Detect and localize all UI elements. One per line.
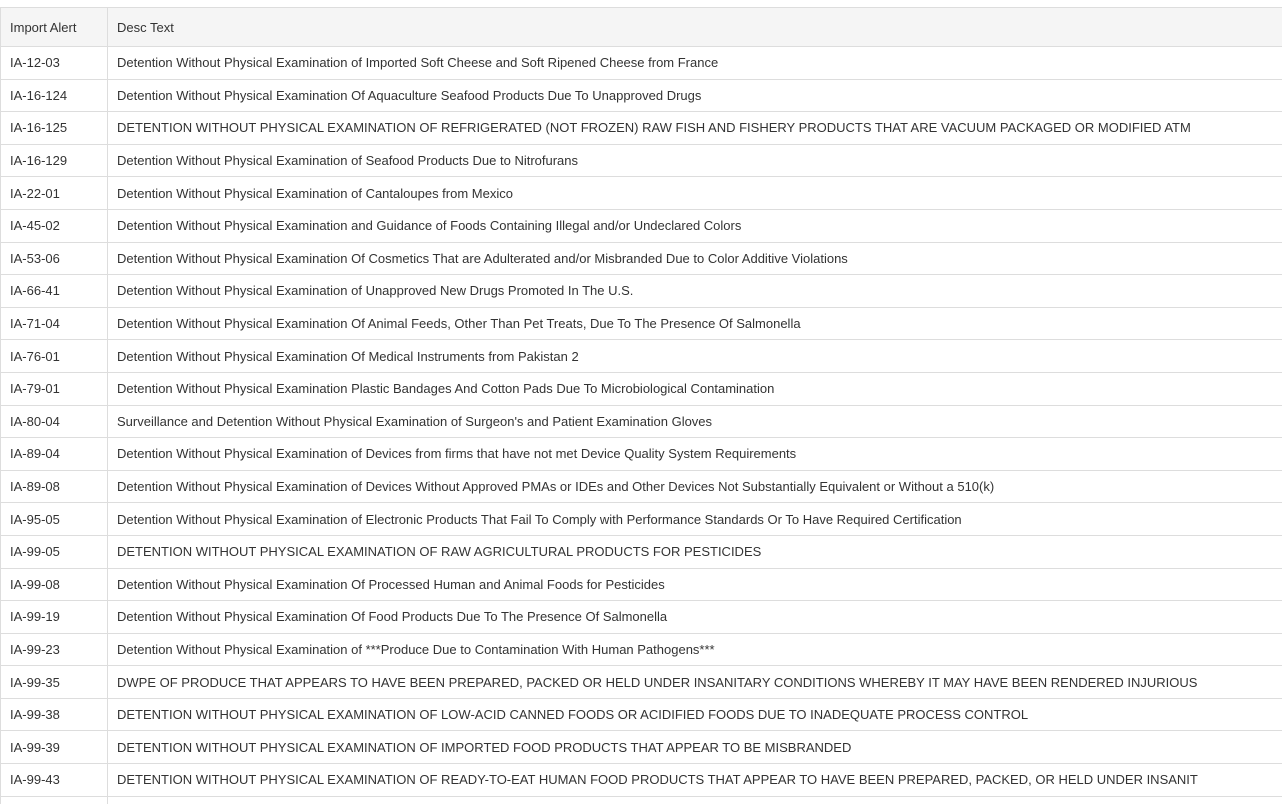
import-alert-cell: IA-99-38 xyxy=(1,698,108,731)
desc-text-cell: Detention Without Physical Examination of Seafood Products Due to Nitrofurans xyxy=(108,144,1282,177)
desc-text-cell: Detention Without Physical Examination Of Aquaculture Seafood Products Due To Unapproved Drugs xyxy=(108,79,1282,112)
import-alert-cell: IA-95-05 xyxy=(1,503,108,536)
table-row[interactable] xyxy=(1,503,1282,536)
desc-text-cell: DETENTION WITHOUT PHYSICAL EXAMINATION OF LOW-ACID CANNED FOODS OR ACIDIFIED FOODS DUE TO INADEQUATE PROCESS CONTROL xyxy=(108,698,1282,731)
desc-text-cell: Detention Without Physical Examination Of Food Products Due To The Presence Of Salmonella xyxy=(108,601,1282,634)
import-alert-cell: IA-45-02 xyxy=(1,209,108,242)
import-alert-cell: IA-99-39 xyxy=(1,731,108,764)
import-alert-cell: IA-99-23 xyxy=(1,633,108,666)
table-row[interactable] xyxy=(1,764,1282,797)
table-row-partial xyxy=(1,796,1282,804)
import-alert-cell: IA-99-43 xyxy=(1,764,108,797)
header-row xyxy=(1,8,1282,47)
desc-text-cell: Detention Without Physical Examination of Unapproved New Drugs Promoted In The U.S. xyxy=(108,275,1282,308)
import-alert-cell: IA-99-35 xyxy=(1,666,108,699)
import-alert-cell: IA-12-03 xyxy=(1,47,108,80)
desc-text-cell: DETENTION WITHOUT PHYSICAL EXAMINATION OF READY-TO-EAT HUMAN FOOD PRODUCTS THAT APPEAR TO HAVE BEEN PREPARED, PACKED, OR HELD UNDER INSANIT xyxy=(108,764,1282,797)
table-row[interactable] xyxy=(1,79,1282,112)
table-row[interactable] xyxy=(1,177,1282,210)
desc-text-cell: Detention Without Physical Examination of Imported Soft Cheese and Soft Ripened Cheese from France xyxy=(108,47,1282,80)
table-row[interactable] xyxy=(1,601,1282,634)
desc-text-cell: Detention Without Physical Examination Of Animal Feeds, Other Than Pet Treats, Due To The Presence Of Salmonella xyxy=(108,307,1282,340)
table-row[interactable] xyxy=(1,275,1282,308)
import-alert-cell: IA-99-19 xyxy=(1,601,108,634)
desc-text-cell: DWPE OF PRODUCE THAT APPEARS TO HAVE BEEN PREPARED, PACKED OR HELD UNDER INSANITARY CONDITIONS WHEREBY IT MAY HAVE BEEN RENDERED INJURIOUS xyxy=(108,666,1282,699)
import-alert-cell: IA-16-125 xyxy=(1,112,108,145)
table-row[interactable] xyxy=(1,340,1282,373)
desc-text-cell: Detention Without Physical Examination Of Medical Instruments from Pakistan 2 xyxy=(108,340,1282,373)
desc-text-cell: Detention Without Physical Examination of Devices Without Approved PMAs or IDEs and Other Devices Not Substantially Equivalent or Without a 510(k) xyxy=(108,470,1282,503)
desc-text-cell: Detention Without Physical Examination of ***Produce Due to Contamination With Human Pathogens*** xyxy=(108,633,1282,666)
table-header xyxy=(1,8,1282,47)
table-row[interactable] xyxy=(1,568,1282,601)
import-alert-cell: IA-71-04 xyxy=(1,307,108,340)
desc-text-cell: Detention Without Physical Examination Plastic Bandages And Cotton Pads Due To Microbiological Contamination xyxy=(108,372,1282,405)
desc-text-cell: DETENTION WITHOUT PHYSICAL EXAMINATION OF IMPORTED FOOD PRODUCTS THAT APPEAR TO BE MISBRANDED xyxy=(108,731,1282,764)
desc-text-cell: Surveillance and Detention Without Physical Examination of Surgeon's and Patient Examination Gloves xyxy=(108,405,1282,438)
table-row[interactable] xyxy=(1,242,1282,275)
table-row[interactable] xyxy=(1,405,1282,438)
table-row[interactable] xyxy=(1,470,1282,503)
import-alert-cell: IA-89-04 xyxy=(1,438,108,471)
table-row[interactable] xyxy=(1,535,1282,568)
table-row[interactable] xyxy=(1,633,1282,666)
table-row[interactable] xyxy=(1,438,1282,471)
import-alert-table-container xyxy=(0,7,1282,804)
column-header-desc-text[interactable]: Desc Text xyxy=(108,8,1282,47)
table-row[interactable] xyxy=(1,307,1282,340)
empty-cell xyxy=(1,796,108,804)
import-alert-cell: IA-99-08 xyxy=(1,568,108,601)
table-body xyxy=(1,47,1282,804)
import-alert-cell: IA-76-01 xyxy=(1,340,108,373)
import-alert-cell: IA-99-05 xyxy=(1,535,108,568)
table-row[interactable] xyxy=(1,112,1282,145)
column-header-import-alert[interactable]: Import Alert xyxy=(1,8,108,47)
desc-text-cell: Detention Without Physical Examination Of Cosmetics That are Adulterated and/or Misbranded Due to Color Additive Violations xyxy=(108,242,1282,275)
desc-text-cell: Detention Without Physical Examination of Devices from firms that have not met Device Quality System Requirements xyxy=(108,438,1282,471)
desc-text-cell: Detention Without Physical Examination of Electronic Products That Fail To Comply with Performance Standards Or To Have Required Certification xyxy=(108,503,1282,536)
desc-text-cell: DETENTION WITHOUT PHYSICAL EXAMINATION OF RAW AGRICULTURAL PRODUCTS FOR PESTICIDES xyxy=(108,535,1282,568)
table-row[interactable] xyxy=(1,731,1282,764)
desc-text-cell: DETENTION WITHOUT PHYSICAL EXAMINATION OF REFRIGERATED (NOT FROZEN) RAW FISH AND FISHERY PRODUCTS THAT ARE VACUUM PACKAGED OR MODIFIED ATM xyxy=(108,112,1282,145)
desc-text-cell: Detention Without Physical Examination of Cantaloupes from Mexico xyxy=(108,177,1282,210)
import-alert-cell: IA-22-01 xyxy=(1,177,108,210)
import-alert-table xyxy=(0,7,1282,804)
import-alert-cell: IA-89-08 xyxy=(1,470,108,503)
desc-text-cell: Detention Without Physical Examination and Guidance of Foods Containing Illegal and/or Undeclared Colors xyxy=(108,209,1282,242)
import-alert-cell: IA-16-129 xyxy=(1,144,108,177)
empty-cell xyxy=(108,796,1282,804)
table-row[interactable] xyxy=(1,47,1282,80)
table-row[interactable] xyxy=(1,372,1282,405)
table-row[interactable] xyxy=(1,698,1282,731)
table-row[interactable] xyxy=(1,144,1282,177)
import-alert-cell: IA-53-06 xyxy=(1,242,108,275)
import-alert-cell: IA-16-124 xyxy=(1,79,108,112)
desc-text-cell: Detention Without Physical Examination Of Processed Human and Animal Foods for Pesticides xyxy=(108,568,1282,601)
table-row[interactable] xyxy=(1,666,1282,699)
import-alert-cell: IA-66-41 xyxy=(1,275,108,308)
table-row[interactable] xyxy=(1,209,1282,242)
import-alert-cell: IA-80-04 xyxy=(1,405,108,438)
import-alert-cell: IA-79-01 xyxy=(1,372,108,405)
